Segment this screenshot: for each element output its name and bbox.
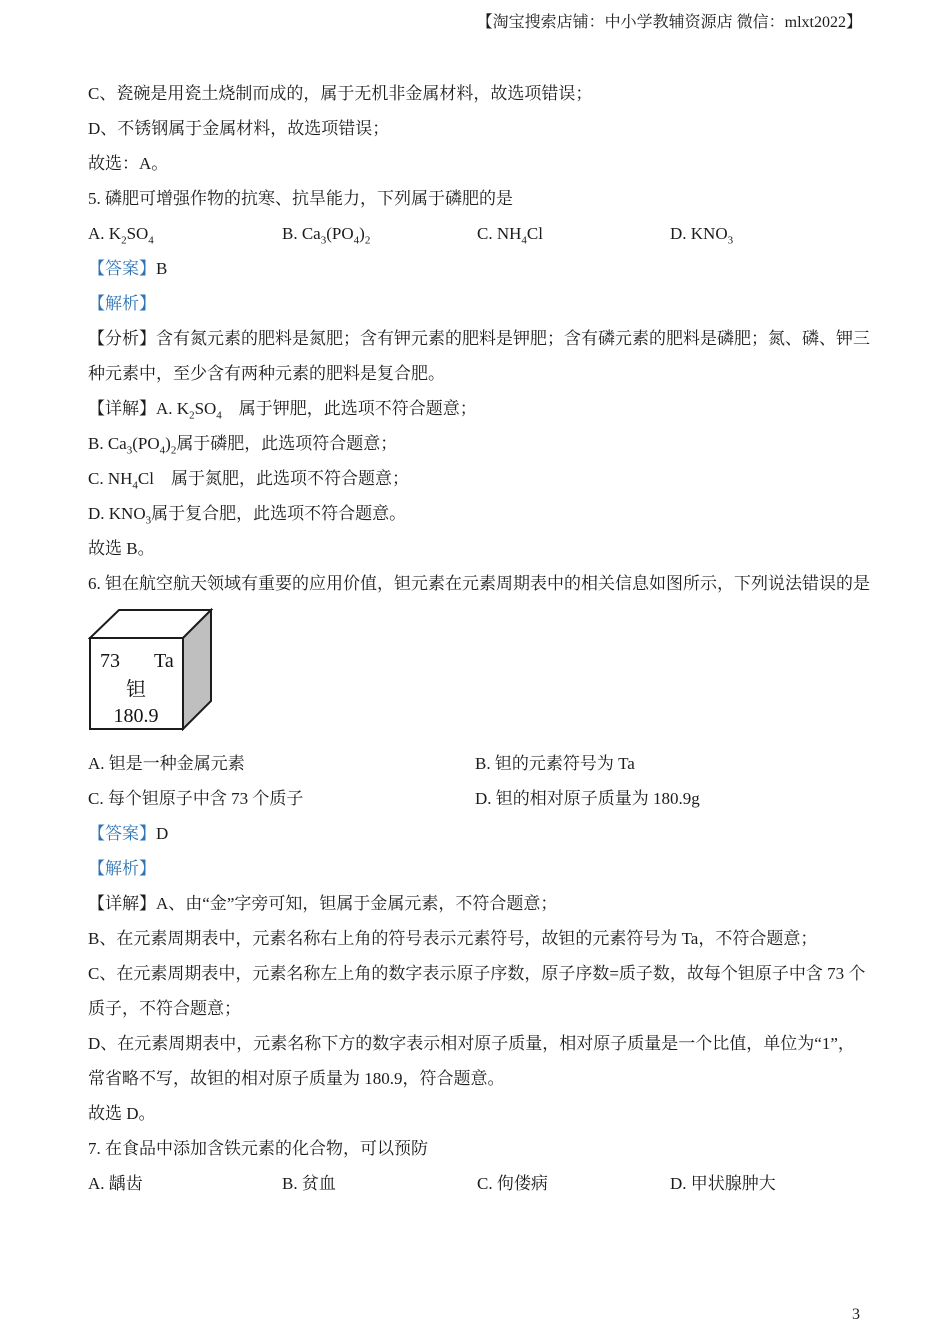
document-body bbox=[88, 76, 868, 1201]
text-segment: 6. 钽在航空航天领域有重要的应用价值，钽元素在元素周期表中的相关信息如图所示，下列说法错误的是 bbox=[88, 574, 870, 593]
option-C bbox=[88, 781, 475, 816]
analysis-q5-line2 bbox=[88, 356, 868, 391]
option-B bbox=[282, 216, 477, 251]
subscript: 4 bbox=[159, 444, 166, 457]
element-name: 钽 bbox=[126, 679, 146, 701]
subscript: 4 bbox=[521, 234, 527, 247]
text-segment: B. Ca bbox=[88, 434, 127, 453]
text-segment: 【解析】 bbox=[88, 859, 156, 878]
text-segment: 属于钾肥，此选项不符合题意； bbox=[221, 399, 477, 418]
text-segment: D. KNO bbox=[670, 224, 728, 243]
subscript: 2 bbox=[189, 409, 195, 422]
text-segment: 属于磷肥，此选项符合题意； bbox=[176, 434, 398, 453]
text-segment: 【答案】 bbox=[88, 824, 156, 843]
answer-q5 bbox=[88, 251, 868, 286]
option-D bbox=[670, 216, 733, 251]
text-segment: B. 钽的元素符号为 Ta bbox=[475, 754, 635, 773]
text-segment: Cl 属于氮肥，此选项不符合题意； bbox=[137, 469, 409, 488]
text-segment: C. 每个钽原子中含 73 个质子 bbox=[88, 789, 304, 808]
text-segment: 质子，不符合题意； bbox=[88, 999, 241, 1018]
option-B bbox=[282, 1166, 477, 1201]
text-segment: ) bbox=[359, 224, 365, 243]
answer-q6 bbox=[88, 816, 868, 851]
text-segment: B、在元素周期表中，元素名称右上角的符号表示元素符号，故钽的元素符号为 Ta，不符合题意； bbox=[88, 929, 818, 948]
subscript: 3 bbox=[126, 444, 133, 457]
text-segment: A. K bbox=[88, 224, 122, 243]
subscript: 4 bbox=[216, 409, 222, 422]
detail-q5-option-b bbox=[88, 426, 868, 461]
text-segment: 【详解】A. K bbox=[88, 399, 190, 418]
explanation-q4-option-d bbox=[88, 111, 868, 146]
conclusion-q6 bbox=[88, 1096, 868, 1131]
detail-q6-option-c-line1 bbox=[88, 956, 868, 991]
option-A bbox=[88, 1166, 282, 1201]
text-segment: (PO bbox=[326, 224, 354, 243]
detail-q6-option-d-line2 bbox=[88, 1061, 868, 1096]
element-cell-diagram bbox=[88, 606, 214, 734]
option-C bbox=[477, 1166, 670, 1201]
subscript: 3 bbox=[320, 234, 327, 247]
text-segment: D. 钽的相对原子质量为 180.9g bbox=[475, 789, 700, 808]
text-segment: D. 甲状腺肿大 bbox=[670, 1174, 776, 1193]
detail-q5-option-d bbox=[88, 496, 868, 531]
question-5-options bbox=[88, 216, 868, 251]
detail-q6-option-c-line2 bbox=[88, 991, 868, 1026]
text-segment: A. 龋齿 bbox=[88, 1174, 143, 1193]
option-B bbox=[475, 746, 635, 781]
detail-q6-option-a bbox=[88, 886, 868, 921]
detail-q5-option-c bbox=[88, 461, 868, 496]
detail-q5-option-a bbox=[88, 391, 868, 426]
text-segment: C. NH bbox=[477, 224, 522, 243]
text-segment: 【答案】 bbox=[88, 259, 156, 278]
text-segment: 故选：A。 bbox=[88, 154, 169, 173]
question-7-options bbox=[88, 1166, 868, 1201]
text-segment: B bbox=[156, 259, 168, 278]
subscript: 4 bbox=[132, 479, 138, 492]
option-D bbox=[670, 1166, 776, 1201]
text-segment: 故选 B。 bbox=[88, 539, 155, 558]
element-cell-figure bbox=[88, 601, 868, 746]
subscript: 3 bbox=[145, 514, 152, 527]
text-segment: 种元素中，至少含有两种元素的肥料是复合肥。 bbox=[88, 364, 445, 383]
text-segment: 5. 磷肥可增强作物的抗寒、抗旱能力，下列属于磷肥的是 bbox=[88, 189, 513, 208]
text-segment: ) bbox=[165, 434, 171, 453]
text-segment: 【解析】 bbox=[88, 294, 156, 313]
text-segment: C. 佝偻病 bbox=[477, 1174, 548, 1193]
analysis-label-q5 bbox=[88, 286, 868, 321]
text-segment: B. 贫血 bbox=[282, 1174, 336, 1193]
text-segment: SO bbox=[194, 399, 217, 418]
text-segment: 7. 在食品中添加含铁元素的化合物，可以预防 bbox=[88, 1139, 428, 1158]
text-segment: SO bbox=[126, 224, 149, 243]
text-segment: A. 钽是一种金属元素 bbox=[88, 754, 245, 773]
text-segment: Cl bbox=[526, 224, 543, 243]
conclusion-q5 bbox=[88, 531, 868, 566]
option-D bbox=[475, 781, 700, 816]
subscript: 2 bbox=[364, 234, 371, 247]
atomic-mass: 180.9 bbox=[113, 705, 159, 727]
subscript: 2 bbox=[121, 234, 127, 247]
subscript: 3 bbox=[727, 234, 734, 247]
subscript: 2 bbox=[170, 444, 177, 457]
conclusion-q4 bbox=[88, 146, 868, 181]
text-segment: 故选 D。 bbox=[88, 1104, 156, 1123]
subscript: 4 bbox=[353, 234, 360, 247]
text-segment: D. KNO bbox=[88, 504, 146, 523]
atomic-number: 73 bbox=[100, 650, 120, 672]
text-segment: D、在元素周期表中，元素名称下方的数字表示相对原子质量，相对原子质量是一个比值，单位为“1”， bbox=[88, 1034, 855, 1053]
subscript: 4 bbox=[148, 234, 154, 247]
element-symbol: Ta bbox=[154, 650, 174, 672]
detail-q6-option-d-line1 bbox=[88, 1026, 868, 1061]
option-A bbox=[88, 216, 282, 251]
explanation-q4-option-c bbox=[88, 76, 868, 111]
text-segment: 【详解】A、由“金”字旁可知，钽属于金属元素，不符合题意； bbox=[88, 894, 558, 913]
option-A bbox=[88, 746, 475, 781]
text-segment: (PO bbox=[132, 434, 160, 453]
text-segment: B. Ca bbox=[282, 224, 321, 243]
question-7-stem bbox=[88, 1131, 868, 1166]
question-5-stem bbox=[88, 181, 868, 216]
analysis-q5-line1 bbox=[88, 321, 868, 356]
text-segment: 属于复合肥，此选项不符合题意。 bbox=[151, 504, 407, 523]
question-6-options-row2 bbox=[88, 781, 868, 816]
text-segment: D、不锈钢属于金属材料，故选项错误； bbox=[88, 119, 390, 138]
question-6-options-row1 bbox=[88, 746, 868, 781]
header-notice: 【淘宝搜索店铺：中小学教辅资源店 微信：mlxt2022】 bbox=[476, 14, 862, 31]
page-number: 3 bbox=[852, 1306, 860, 1323]
text-segment: 常省略不写，故钽的相对原子质量为 180.9，符合题意。 bbox=[88, 1069, 505, 1088]
analysis-label-q6 bbox=[88, 851, 868, 886]
text-segment: C. NH bbox=[88, 469, 133, 488]
text-segment: 【分析】含有氮元素的肥料是氮肥；含有钾元素的肥料是钾肥；含有磷元素的肥料是磷肥；氮、磷、钾三 bbox=[88, 329, 870, 348]
text-segment: D bbox=[156, 824, 169, 843]
detail-q6-option-b bbox=[88, 921, 868, 956]
option-C bbox=[477, 216, 670, 251]
question-6-stem bbox=[88, 566, 868, 601]
text-segment: C、在元素周期表中，元素名称左上角的数字表示原子序数，原子序数=质子数，故每个钽原子中含 73 个 bbox=[88, 964, 866, 983]
text-segment: C、瓷碗是用瓷土烧制而成的，属于无机非金属材料，故选项错误； bbox=[88, 84, 593, 103]
